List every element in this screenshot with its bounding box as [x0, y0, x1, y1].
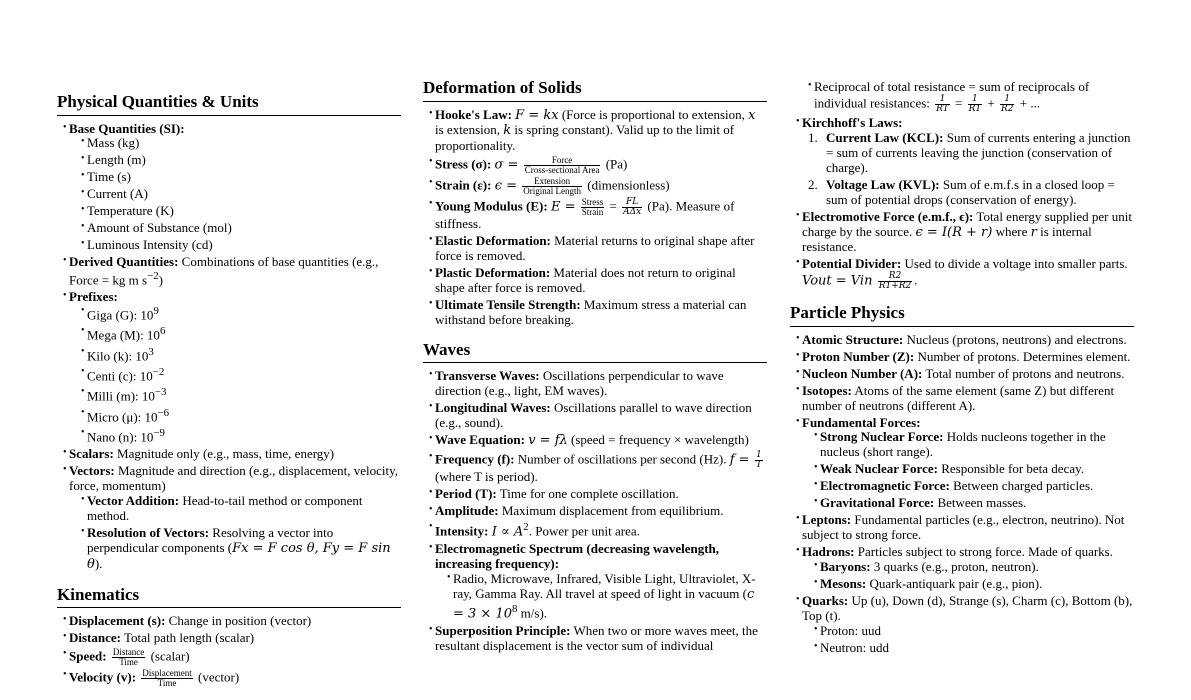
quarks-list — [808, 624, 1134, 656]
section-title-kinematics: Kinematics — [57, 585, 401, 609]
list-item: • Weak Nuclear Force: Responsible for beta decay. — [808, 462, 1134, 477]
list-item: • Mega (M): $10^6$ — [75, 325, 401, 343]
fraction: $\frac{1}{R2}$ — [1000, 93, 1014, 114]
list-item: • Hadrons: Particles subject to strong force. Made of quarks. • Baryons: 3 quarks (e.g., proton, neutron). • Mesons: Quark-antiquark pair (e.g., pion). — [790, 545, 1134, 592]
base-quantities-list — [75, 136, 401, 253]
list-item: • Superposition Principle: When two or more waves meet, the resultant displacement is the vector sum of individual — [423, 624, 767, 654]
list-item: • Proton Number (Z): Number of protons. Determines element. — [790, 350, 1134, 365]
list-item: • Current (A) — [75, 187, 401, 202]
list-item: • Longitudinal Waves: Oscillations parallel to wave direction (e.g., sound). — [423, 401, 767, 431]
list-item: • Isotopes: Atoms of the same element (same Z) but different number of neutrons (different A). — [790, 384, 1134, 414]
kinematics-list — [57, 614, 401, 688]
list-item: • Nucleon Number (A): Total number of protons and neutrons. — [790, 367, 1134, 382]
list-item: • Displacement (s): Change in position (vector) — [57, 614, 401, 629]
list-item: • Quarks: Up (u), Down (d), Strange (s), Charm (c), Bottom (b), Top (t). • Proton: uud • Neutron: udd — [790, 594, 1134, 656]
vectors-list — [75, 494, 401, 573]
list-item: • Ultimate Tensile Strength: Maximum stress a material can withstand before breaking. — [423, 298, 767, 328]
list-item: • Resolution of Vectors: Resolving a vector into perpendicular components (Fx = F cos θ, Fy = F sin θ). — [75, 526, 401, 573]
list-item: • Vectors: Magnitude and direction (e.g., displacement, velocity, force, momentum) • Vector Addition: Head-to-tail method or component method. • Resolution of Vectors: Resolving a vector into perpendicular components (Fx = F cos θ, Fy = F sin θ). — [57, 464, 401, 573]
list-item: • Kirchhoff's Laws: 1. Current Law (KCL): Sum of currents entering a junction = sum of currents leaving the junction (conservation of charge). 2. Voltage Law (KVL): Sum of e.m.f.s in a closed loop = sum of potential drops (conservation of energy). — [790, 116, 1134, 208]
list-item: • Period (T): Time for one complete oscillation. — [423, 487, 767, 502]
list-item: • Prefixes: • Giga (G): $10^9$ • Mega (M): $10^6$ • Kilo (k): $10^3$ • Centi (c): $10^{-2}$ • Milli (m): $10^{-3}$ • Micro (μ): $10^{-6}$ • Nano (n): $10^{-9}$ — [57, 290, 401, 445]
list-item: • Centi (c): $10^{-2}$ — [75, 366, 401, 384]
list-item: • Hooke's Law: F = kx (Force is proportional to extension, x is extension, k is spring constant). Valid up to the limit of proportionality. — [423, 108, 767, 155]
list-item: • Speed: $\frac{\text{Distance}}{\text{Time}}$ (scalar) — [57, 648, 401, 667]
list-item: • Neutron: udd — [808, 641, 1134, 656]
list-item: • Milli (m): $10^{-3}$ — [75, 386, 401, 404]
list-item: • Mass (kg) — [75, 136, 401, 151]
prefixes-list — [75, 305, 401, 445]
list-item: • Kilo (k): $10^3$ — [75, 346, 401, 364]
list-item: • Electromotive Force (e.m.f., ϵ): Total energy supplied per unit charge by the source. ϵ = I(R + r) where r is internal resistance. — [790, 210, 1134, 256]
fraction: $\frac{\text{Extension}}{\text{Original Length}}$ — [523, 176, 582, 197]
fraction: $\frac{\text{Stress}}{\text{Strain}}$ — [581, 197, 604, 218]
list-item: • Electromagnetic Force: Between charged particles. — [808, 479, 1134, 494]
physical-quantities-list — [57, 122, 401, 573]
em-spectrum-list — [441, 572, 767, 622]
hadrons-list — [808, 560, 1134, 592]
list-item: • Proton: uud — [808, 624, 1134, 639]
column-2 — [423, 78, 767, 666]
waves-list — [423, 369, 767, 654]
list-item: • Elastic Deformation: Material returns to original shape after force is removed. — [423, 234, 767, 264]
circuits-list — [790, 80, 1134, 291]
list-item: • Stress (σ): σ = $\frac{\text{Force}}{\text{Cross-sectional Area}}$ (Pa) — [423, 156, 767, 175]
list-item: • Baryons: 3 quarks (e.g., proton, neutron). — [808, 560, 1134, 575]
forces-list — [808, 430, 1134, 511]
list-item: • Atomic Structure: Nucleus (protons, neutrons) and electrons. — [790, 333, 1134, 348]
list-item: • Time (s) — [75, 170, 401, 185]
fraction: $\frac{\text{Distance}}{\text{Time}}$ — [112, 646, 145, 667]
particle-physics-list — [790, 333, 1134, 656]
list-item: • Velocity (v): $\frac{\text{Displacement}}{\text{Time}}$ (vector) — [57, 669, 401, 688]
list-item: • Mesons: Quark-antiquark pair (e.g., pion). — [808, 577, 1134, 592]
list-item: • Luminous Intensity (cd) — [75, 238, 401, 253]
list-item: • Young Modulus (E): E = $\frac{\text{Stress}}{\text{Strain}}$ = $\frac{FL}{\text{AΔx}}$ (Pa). Measure of stiffness. — [423, 198, 767, 232]
list-item: • Transverse Waves: Oscillations perpendicular to wave direction (e.g., light, EM waves). — [423, 369, 767, 399]
list-item: • Temperature (K) — [75, 204, 401, 219]
list-item: • Frequency (f): Number of oscillations per second (Hz). f = $\frac{1}{T}$ (where T is period). — [423, 451, 767, 485]
section-title-particle-physics: Particle Physics — [790, 303, 1134, 327]
list-item: • Base Quantities (SI): • Mass (kg) • Length (m) • Time (s) • Current (A) • Temperature (K) • Amount of Substance (mol) • Luminous Intensity (cd) — [57, 122, 401, 254]
list-item: • Amount of Substance (mol) — [75, 221, 401, 236]
list-item: • Reciprocal of total resistance = sum of reciprocals of individual resistances: $\frac{1}{RT}$ = $\frac{1}{R1}$ + $\frac{1}{R2}$ + ... — [802, 80, 1134, 114]
list-item: • Micro (μ): $10^{-6}$ — [75, 407, 401, 425]
section-title-waves: Waves — [423, 340, 767, 364]
kirchhoff-list — [802, 131, 1134, 208]
list-item: • Scalars: Magnitude only (e.g., mass, time, energy) — [57, 447, 401, 462]
section-title-deformation: Deformation of Solids — [423, 78, 767, 102]
list-item: • Leptons: Fundamental particles (e.g., electron, neutrino). Not subject to strong force. — [790, 513, 1134, 543]
list-item: • Radio, Microwave, Infrared, Visible Light, Ultraviolet, X-ray, Gamma Ray. All travel at speed of light in vacuum ($c = 3 \times 10^8$ m/s). — [441, 572, 767, 622]
list-item: • Fundamental Forces: • Strong Nuclear Force: Holds nucleons together in the nucleus (short range). • Weak Nuclear Force: Responsible for beta decay. • Electromagnetic Force: Between charged particles. • Gravitational Force: Between masses. — [790, 416, 1134, 512]
list-item: • Strain (ε): ϵ = $\frac{\text{Extension}}{\text{Original Length}}$ (dimensionless) — [423, 177, 767, 196]
fraction: $\frac{1}{R1}$ — [968, 93, 982, 114]
list-item: • Electromagnetic Spectrum (decreasing wavelength, increasing frequency): • Radio, Microwave, Infrared, Visible Light, Ultraviolet, X-ray, Gamma Ray. All travel at speed of light in vacuum ($c = 3 \times 10^8$ m/s). — [423, 542, 767, 622]
fraction: $\frac{1}{RT}$ — [936, 93, 949, 114]
deformation-list — [423, 108, 767, 328]
list-item: • Intensity: $I \propto A^2$. Power per unit area. — [423, 521, 767, 540]
list-item: • Nano (n): $10^{-9}$ — [75, 427, 401, 445]
column-3 — [790, 80, 1134, 668]
list-item: • Potential Divider: Used to divide a voltage into smaller parts. Vout = Vin $\frac{R2}{R1+R2}$ . — [790, 257, 1134, 291]
fraction: $\frac{R2}{R1+R2}$ — [878, 271, 912, 292]
list-item: • Gravitational Force: Between masses. — [808, 496, 1134, 511]
list-item: 2. Voltage Law (KVL): Sum of e.m.f.s in a closed loop = sum of potential drops (conservation of energy). — [802, 178, 1134, 208]
list-item: • Giga (G): $10^9$ — [75, 305, 401, 323]
list-item: • Amplitude: Maximum displacement from equilibrium. — [423, 504, 767, 519]
list-item: • Wave Equation: v = fλ (speed = frequency × wavelength) — [423, 433, 767, 449]
section-title-physical-quantities: Physical Quantities & Units — [57, 92, 401, 116]
fraction: $\frac{\text{Force}}{\text{Cross-sectional Area}}$ — [524, 155, 600, 176]
fraction: $\frac{FL}{\text{AΔx}}$ — [623, 197, 642, 218]
list-item: • Plastic Deformation: Material does not return to original shape after force is removed. — [423, 266, 767, 296]
fraction: $\frac{\text{Displacement}}{\text{Time}}$ — [142, 667, 192, 688]
fraction: $\frac{1}{T}$ — [755, 450, 762, 471]
list-item: • Derived Quantities: Combinations of base quantities (e.g., Force = kg m $s^{-2}$) — [57, 255, 401, 288]
list-item: • Vector Addition: Head-to-tail method or component method. — [75, 494, 401, 524]
list-item: • Length (m) — [75, 153, 401, 168]
list-item: 1. Current Law (KCL): Sum of currents entering a junction = sum of currents leaving the junction (conservation of charge). — [802, 131, 1134, 176]
list-item: • Strong Nuclear Force: Holds nucleons together in the nucleus (short range). — [808, 430, 1134, 460]
list-item: • Distance: Total path length (scalar) — [57, 631, 401, 646]
column-1 — [57, 92, 401, 700]
